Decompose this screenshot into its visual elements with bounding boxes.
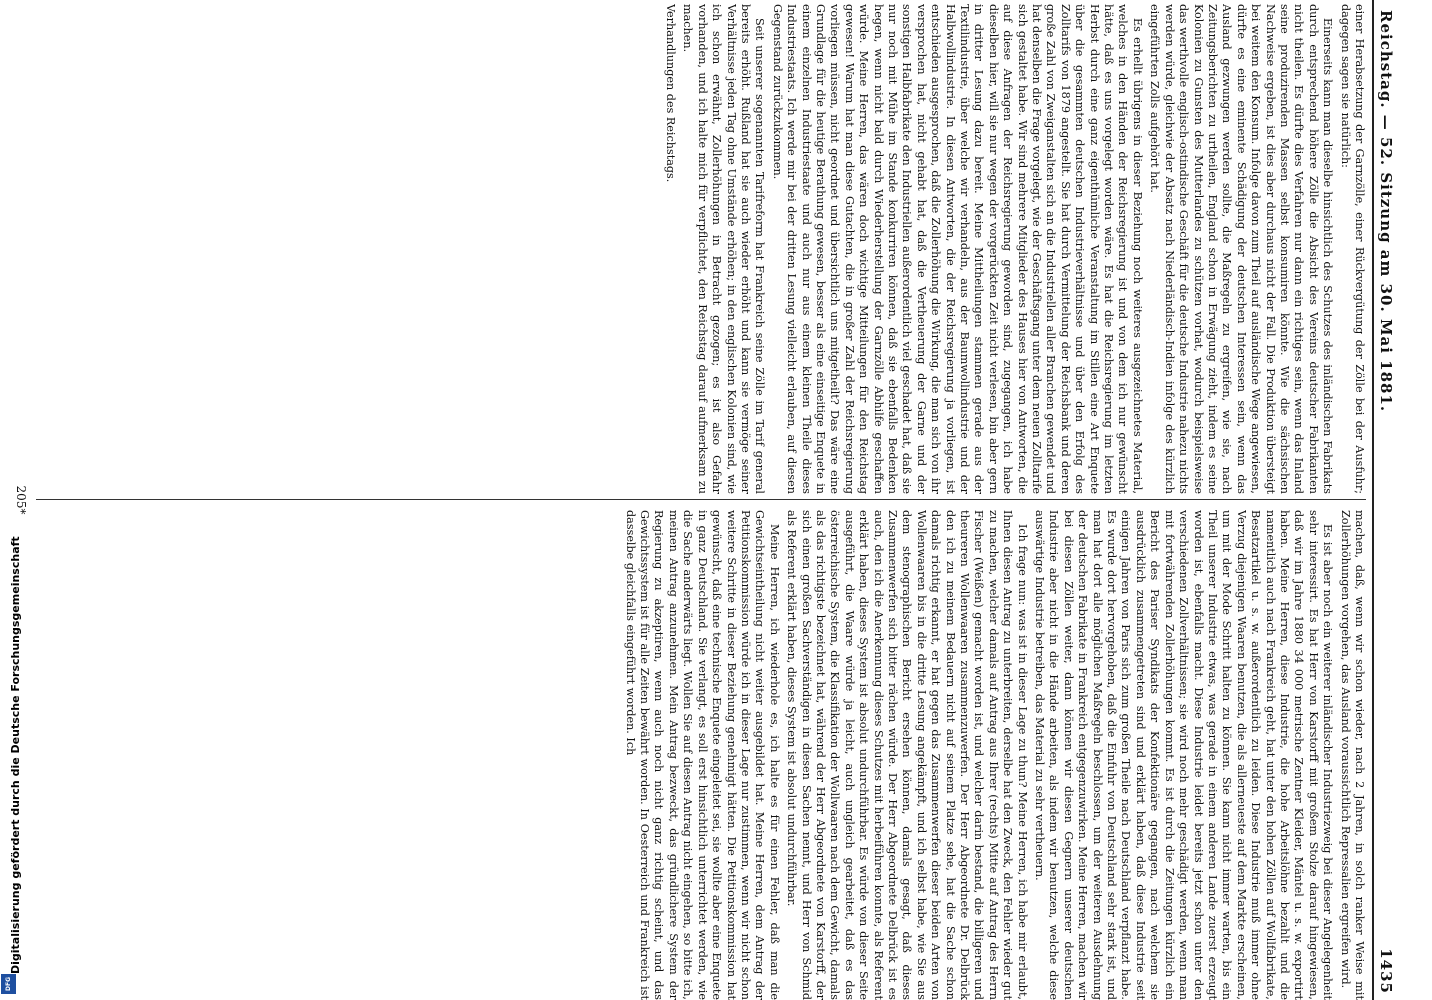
paragraph: Verhandlungen des Reichstags. [663, 4, 677, 183]
sheet-number: 205* [14, 485, 28, 515]
dfg-credit-text: Digitalisierung gefördert durch die Deutsche Forschungsgemeinschaft [9, 536, 22, 974]
running-header [1372, 0, 1400, 1000]
paragraph: einer Herabsetzung der Garnzölle, einer Rückvergütung der Zölle bei der Ausfuhr; dagegen sagen sie natürlich: [1338, 4, 1366, 494]
paragraph: Ich frage nun: was ist in dieser Lage zu thun? Meine Herren, ich habe mir erlaubt, Ihnen diesen Antrag zu unterbreiten, derselbe hat den Zweck, den Fehler wieder gut zu machen, welcher damals auf Antrag aus Ihrer (rechts) Mitte auf Antrag des Herrn Fischer (Weißen) gemacht worden ist, und welcher darin bestand, die billigeren und theureren Wollenwaaren zusammenzuwerfen. Der Herr Abgeordnete Dr. Delbrück den ich zu meinem Bedauern nicht auf seinem Platze sehe, hat die Sache schon damals richtig erkannt, er hat gegen das Zusammenwerfen dieser beiden Arten von Wollenwaaren bis in die dritte Lesung angekämpft, und ich selbst habe, wie Sie aus dem stenographischen Bericht ersehen können, damals gesagt, daß dieses Zusammenwerfen sich bitter rächen würde. Der Herr Abgeordnete Delbrück ist es auch, den ich die Anerkennung dieses Schutzes mit herbeiführen konnte, als Referent erklärt haben, dieses System ist absolut undurchführbar. Es würde von dieser Seite ausgeführt, die Waare würde ja leicht, auch ungleich gearbeitet, daß es das österreichische System, die Klassifikation der Wollwaaren nach dem Gewicht, damals als das richtigste bezeichnet hat, während der Herr Abgeordnete von Karstorff, der sich einen großen Sachverständigen in diesen Sachen nennt, und Herr von Schmid als Referent erklärt haben, dieses System ist absolut undurchführbar. [785, 510, 1029, 1000]
paragraph: Einerseits kann man dieselbe hinsichtlich des Schutzes des inländischen Fabrikats durch entsprechend höhere Zölle die Absicht des Vereins deutscher Fabrikanten nicht theilen. Es dürfte dies Verfahren nur dann ein richtiges sein, wenn das Inland seine produzirenden Massen selbst konsumiren könnte. Wie die sächsischen Nachweise ergeben, ist dies aber durchaus nicht der Fall. Die Produktion übersteigt bei weitem den Konsum. Infolge davon zum Theil auf ausländische Wege angewiesen, dürfte es eine eminente Schädigung der deutschen Interessen sein, wenn das Ausland gezwungen werden sollte, die Maßregeln zu ergreifen, wie sie, nach Zeitungsberichten zu urtheilen, England schon in Erwägung zieht, indem es seine Kolonien zu Gunsten des Mutterlandes zu schützen vorhat, wodurch beispielsweise das werthvolle englisch-ostindische Geschäft für die deutsche Industrie nahezu nichts werden würde, gleichwie der Absatz nach Niederländisch-Indien infolge des kürzlich eingeführten Zolls aufgehört hat. [1148, 4, 1335, 494]
column-divider [36, 499, 1366, 500]
paragraph: machen, daß, wenn wir schon wieder, nach 2 Jahren, in solch ranker Weise mit Zollerhöhungen vorgehen, das Ausland voraussichtlich Repressalien ergreifen wird. [1338, 510, 1366, 1000]
paragraph: Seit unserer sogenannten Tarifreform hat Frankreich seine Zölle im Tarif general bereits erhöht. Rußland hat sie auch wieder erhöht und kann sie vermöge seiner Verhältnisse jeden Tag ohne Umstände erhöhen; in den englischen Kolonien sind, wie ich schon erwähnt, Zollerhöhungen in Betracht gezogen; es ist also Gefahr vorhanden, und ich halte mich für verpflichtet, den Reichstag darauf aufmerksam zu machen. [681, 4, 767, 494]
right-column [36, 510, 1366, 1000]
page-number: 1435 [1377, 948, 1395, 994]
paragraph: Es erhellt übrigens in dieser Beziehung noch weiteres ausgezeichnetes Material, welches in den Händen der Reichsregierung ist und von dem ich nur gewünscht hätte, daß es uns vorgelegt worden wäre. Es hat die Reichsregierung im letzten Herbst durch eine ganz eigenthümliche Veranstaltung im Stillen eine Art Enquete über die gesammten deutschen Industrieverhältnisse und über den Erfolg des Zolltarifs von 1879 angestellt. Sie hat durch Vermittelung der Reichsbank und deren große Zahl von Zweiganstalten sich an die Industriellen aller Branchen gewendet und hat denselben die Frage vorgelegt, wie der Geschäftsgang unter dem neuen Zolltarife sich gestaltet habe. Wir sind mehrere Mitglieder des Hauses hier von Antworten, die auf diese Anfragen der Reichsregierung geworden sind, zugegangen, ich habe dieselben hier, will sie nur wegen der vorgerückten Zeit nicht verlesen, bin aber gern in dritter Lesung dazu bereit. Meine Mittheilungen stammen gerade aus der Textilindustrie, über welche wir verhandeln, aus der Baumwollindustrie und der Halbwollindustrie. In diesen Antworten, die der Reichsregierung ja vorliegen, ist entschieden ausgesprochen, daß die Zollerhöhung die Wirkung, die man sich von ihr versprochen hat, nicht gehabt hat, daß die Vertheuerung der Garne und der sonstigen Halbfabrikate den Industriellen außerordentlich viel geschadet hat, daß sie nur noch mit Mühe im Stande konkurriren können, daß sie ebenfalls Bedenken hegen, wenn nicht bald durch Wiederherstellung der Garnzölle Abhilfe geschaffen würde. Meine Herren, das wären doch wichtige Mitteilungen für den Reichstag gewesen! Warum hat man diese Gutachten, die in großer Zahl der Reichsregierung vorliegen müssen, nicht geordnet und übersichtlich uns mitgetheilt? Das wäre eine Grundlage für die heutige Berathung gewesen, besser als eine einseitige Enquete in einem einzelnen Industriestaate und auch nur aus einem kleinen Theile dieses Industriestaats. Ich werde mir bei der dritten Lesung vielleicht erlauben, auf diesen Gegenstand zurückzukommen. [770, 4, 1144, 494]
header-title: Reichstag. — 52. Sitzung am 30. Mai 1881. [1377, 10, 1395, 413]
left-column [36, 4, 1366, 494]
paragraph: Es ist aber noch ein weiterer inländischer Industriezweig bei dieser Angelegenheit sehr interessirt. Es hat Herr von Karstorff mit großem Stolze darauf hingewiesen, daß wir im Jahre 1880 34 000 metrische Zentner Kleider, Mäntel u. s. w. exportirt haben. Meine Herren, diese Industrie, die hohe Arbeitslöhne bezahlt und die namentlich auch nach Frankreich geht, hat unter den hohen Zöllen auf Wollfabrikate, Besatzartikel u. s. w. außerordentlich zu leiden. Diese Industrie muß immer ohne Verzug diejenigen Waaren benutzen, die als allerneueste auf dem Markte erscheinen, um mit der Mode Schritt halten zu können. Sie kann nicht immer warten, bis ein Theil unserer Industrie etwas, was gerade in einem anderen Lande zuerst erzeugt worden ist, ebenfalls macht. Diese Industrie leidet bereits jetzt schon unter den verschiedenen Zollverhältnissen; sie wird noch mehr geschädigt werden, wenn man mit fortwährenden Zollerhöhungen kommt. Es ist durch die Zeitungen kürzlich ein Bericht des Pariser Syndikats der Konfektionäre gegangen, nach welchem sie ausdrücklich zusammengetreten sind und erklärt haben, daß diese Industrie seit einigen Jahren von Paris sich zum großen Theile nach Deutschland verpflanzt habe. Es wurde dort hervorgehoben, daß die Einfuhr von Deutschland sehr stark ist, und man hat dort alle möglichen Maßregeln beschlossen, um der weiteren Ausdehnung der deutschen Fabrikate in Frankreich entgegenzuwirken. Meine Herren, machen wir bei diesen Zöllen weiter, dann können wir diesen Gegnern unserer deutschen Industrie aber nicht in die Hände arbeiten, als indem wir benutzen, welche diese auswärtige Industrie betreiben, das Material zu sehr vertheuern. [1033, 510, 1335, 1000]
paragraph: Meine Herren, ich wiederhole es, ich halte es für einen Fehler, daß man die Gewichtseintheilung nicht weiter ausgebildet hat. Meine Herren, dem Antrag der Petitionskommission würde ich in dieser Lage nur zustimmen, wenn wir nicht schon weitere Schritte in dieser Beziehung genehmigt hätten. Die Petitionskommission hat gewünscht, daß eine technische Enquete eingeleitet sei, sie wollte aber eine Enquete in ganz Deutschland. Sie verlangt, es soll erst hinsichtlich unterrichtet werden, wie die Sache anderwärts liegt. Wollen Sie auf diesen Antrag nicht eingehen, so bitte ich, meinen Antrag anzunehmen. Mein Antrag bezweckt, das gründlichere System der Regierung zu akzeptiren, wenn auch noch nicht ganz richtig scheint, und das Gewichtssystem ist für alle Zeiten bewährt worden. In Oesterreich und Frankreich ist dasselbe gleichfalls eingeführt worden. Ich [623, 510, 781, 1000]
dfg-logo-icon: DFG [1, 974, 16, 994]
text-columns [36, 0, 1366, 1000]
